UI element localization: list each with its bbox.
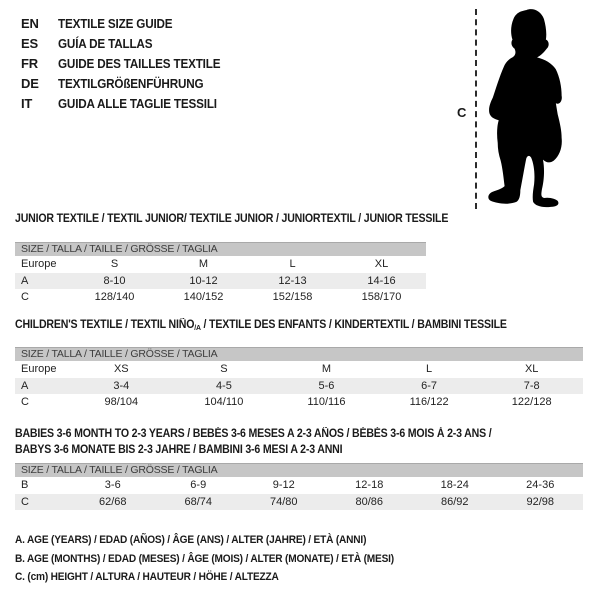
- size-header-bar: SIZE / TALLA / TAILLE / GRÖSSE / TAGLIA: [15, 347, 583, 361]
- size-cell: 10-12: [189, 274, 218, 287]
- note-age-months: B. AGE (MONTHS) / EDAD (MESES) / ÂGE (MOIS) / ALTER (MONATE) / ETÀ (MESI): [15, 552, 394, 565]
- size-cell: 5-6: [318, 379, 335, 392]
- height-measure-label: C: [457, 105, 467, 120]
- size-cell: 98/104: [104, 396, 139, 409]
- table-row: [15, 394, 583, 411]
- table-body: [15, 477, 583, 510]
- size-header-bar: SIZE / TALLA / TAILLE / GRÖSSE / TAGLIA: [15, 242, 426, 256]
- title-text: / TEXTILE DES ENFANTS / KINDERTEXTIL / BAMBINI TESSILE: [200, 319, 507, 331]
- row-label: C: [21, 495, 29, 508]
- guide-title: GUÍA DE TALLAS: [58, 35, 153, 51]
- row-label: A: [21, 379, 29, 392]
- size-cell: 6-9: [190, 479, 207, 492]
- size-cell: 12-13: [278, 274, 307, 287]
- title-subscript: /A: [194, 323, 201, 332]
- title-text: CHILDREN'S TEXTILE / TEXTIL NIÑO: [15, 319, 195, 331]
- size-cell: 158/170: [361, 291, 402, 304]
- title-line: BABYS 3-6 MONATE BIS 2-3 JAHRE / BAMBINI 3-6 MESI A 2-3 ANNI: [15, 444, 343, 456]
- row-label: Europe: [21, 363, 57, 376]
- size-cell: S: [110, 258, 119, 271]
- title-line: BABIES 3-6 MONTH TO 2-3 YEARS / BEBÉS 3-6 MESES A 2-3 AÑOS / BÉBÉS 3-6 MOIS À 2-3 ANS /: [15, 428, 492, 440]
- size-cell: 152/158: [272, 291, 313, 304]
- size-cell: 122/128: [511, 396, 552, 409]
- row-label: C: [21, 291, 29, 304]
- legend-notes: [15, 531, 427, 587]
- list-item: [21, 53, 238, 73]
- list-item: [21, 93, 238, 113]
- row-label: A: [21, 274, 29, 287]
- size-cell: 4-5: [215, 379, 232, 392]
- size-cell: 140/152: [183, 291, 224, 304]
- table-row: [15, 273, 426, 290]
- language-code: IT: [21, 95, 33, 111]
- size-header-bar: SIZE / TALLA / TAILLE / GRÖSSE / TAGLIA: [15, 463, 583, 477]
- table-row: [15, 289, 426, 306]
- table-row: [15, 256, 426, 273]
- table-body: [15, 361, 583, 411]
- row-label: Europe: [21, 258, 57, 271]
- size-cell: 80/86: [355, 495, 384, 508]
- babies-section-title: [15, 426, 491, 458]
- size-cell: XL: [524, 363, 539, 376]
- guide-title: GUIDE DES TAILLES TEXTILE: [58, 55, 221, 71]
- height-measure-dashed-line: [475, 9, 477, 209]
- size-cell: 12-18: [355, 479, 384, 492]
- size-cell: 116/122: [409, 396, 449, 409]
- row-label: B: [21, 479, 29, 492]
- table-row: [15, 378, 583, 395]
- list-item: [21, 33, 238, 53]
- size-cell: 92/98: [526, 495, 555, 508]
- note-age-years: A. AGE (YEARS) / EDAD (AÑOS) / ÂGE (ANS) / ALTER (JAHRE) / ETÀ (ANNI): [15, 534, 367, 546]
- children-section-title: [15, 319, 507, 332]
- size-cell: M: [321, 363, 332, 376]
- list-item: [21, 13, 238, 33]
- language-title-list: [21, 13, 238, 113]
- size-cell: XL: [374, 258, 389, 271]
- size-cell: L: [289, 258, 296, 271]
- guide-title: GUIDA ALLE TAGLIE TESSILI: [58, 95, 217, 111]
- row-label: C: [21, 396, 29, 409]
- language-code: FR: [21, 55, 38, 71]
- size-cell: 8-10: [103, 274, 126, 287]
- guide-title: TEXTILE SIZE GUIDE: [58, 15, 173, 31]
- size-cell: 128/140: [94, 291, 135, 304]
- babies-size-table: [15, 463, 583, 510]
- children-size-table: [15, 347, 583, 411]
- size-cell: 18-24: [440, 479, 469, 492]
- size-cell: 110/116: [307, 396, 346, 409]
- list-item: [21, 73, 238, 93]
- size-cell: 9-12: [272, 479, 295, 492]
- language-code: DE: [21, 75, 39, 91]
- size-cell: 74/80: [269, 495, 298, 508]
- size-cell: 62/68: [98, 495, 127, 508]
- language-code: ES: [21, 35, 38, 51]
- size-cell: 6-7: [421, 379, 438, 392]
- table-body: [15, 256, 426, 306]
- table-row: [15, 477, 583, 494]
- size-cell: 24-36: [526, 479, 555, 492]
- size-cell: 7-8: [523, 379, 540, 392]
- note-height-cm: C. (cm) HEIGHT / ALTURA / HAUTEUR / HÖHE / ALTEZZA: [15, 571, 279, 583]
- junior-size-table: [15, 242, 426, 306]
- size-cell: 104/110: [204, 396, 244, 409]
- table-row: [15, 361, 583, 378]
- size-cell: 14-16: [367, 274, 396, 287]
- table-row: [15, 494, 583, 511]
- size-cell: 3-4: [113, 379, 130, 392]
- guide-title: TEXTILGRÖßENFÜHRUNG: [58, 75, 204, 91]
- size-cell: 3-6: [104, 479, 121, 492]
- size-cell: 68/74: [184, 495, 213, 508]
- junior-section-title: JUNIOR TEXTILE / TEXTIL JUNIOR/ TEXTILE JUNIOR / JUNIORTEXTIL / JUNIOR TESSILE: [15, 213, 449, 225]
- language-code: EN: [21, 15, 39, 31]
- size-cell: M: [198, 258, 209, 271]
- size-cell: L: [426, 363, 433, 376]
- size-cell: S: [220, 363, 228, 376]
- size-cell: 86/92: [440, 495, 469, 508]
- size-cell: XS: [113, 363, 129, 376]
- baby-silhouette-icon: [481, 2, 599, 214]
